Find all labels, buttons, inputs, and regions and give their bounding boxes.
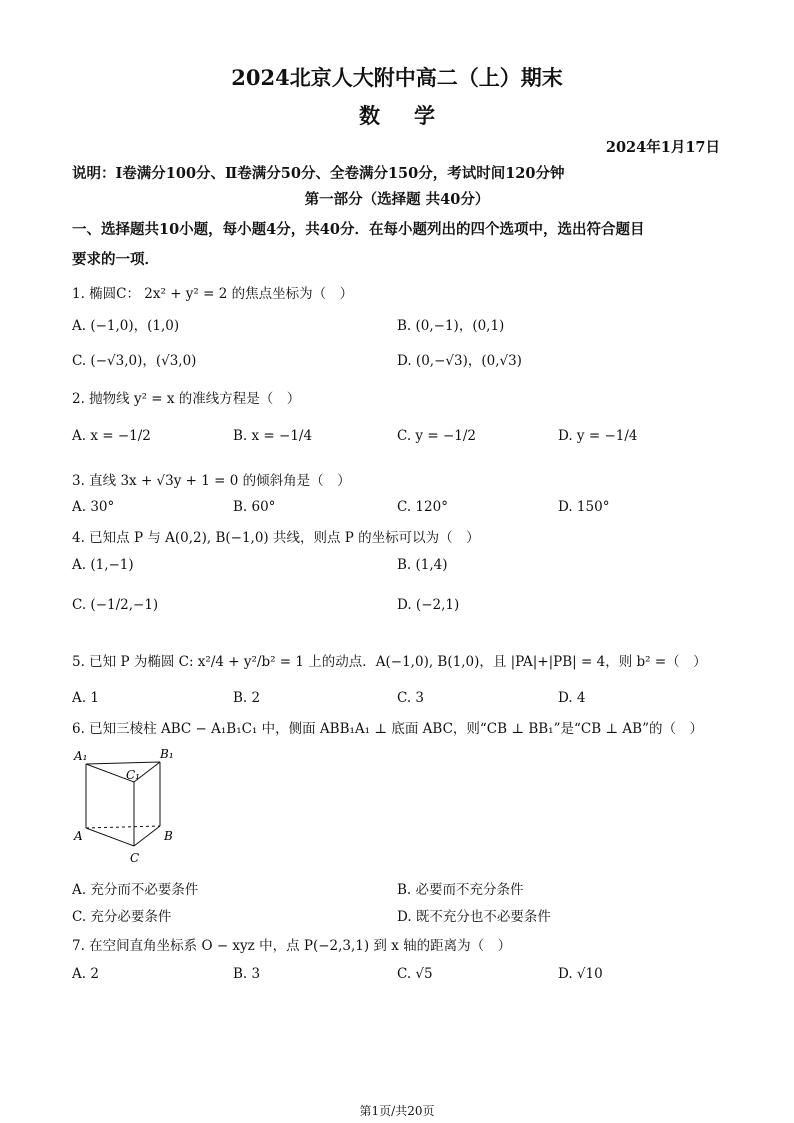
question-5-option-d: D. 4 (558, 690, 586, 706)
question-3-option-c: C. 120° (397, 499, 448, 515)
question-3-option-b: B. 60° (233, 499, 276, 515)
question-2-option-a: A. x = −1/2 (72, 428, 151, 444)
edge-a-c (86, 828, 134, 846)
question-6-stem: 6. 已知三棱柱 ABC − A₁B₁C₁ 中，侧面 ABB₁A₁ ⊥ 底面 ABC，则“CB ⊥ BB₁”是“CB ⊥ AB”的（ ） (72, 721, 703, 737)
question-6-option-c: C. 充分必要条件 (72, 909, 172, 925)
question-1-option-d: D. (0,−√3)，(0,√3) (397, 353, 522, 369)
page-footer: 第1页/共20页 (359, 1104, 435, 1118)
section-heading-line2: 要求的一项． (72, 251, 159, 268)
label-a: A (74, 829, 83, 843)
question-4-option-c: C. (−1/2,−1) (72, 597, 159, 613)
label-b: B (164, 829, 173, 843)
section-heading-line1: 一、选择题共10小题，每小题4分，共40分．在每小题列出的四个选项中，选出符合题目 (72, 221, 645, 238)
question-2-option-b: B. x = −1/4 (233, 428, 313, 444)
question-2-option-c: C. y = −1/2 (397, 428, 476, 444)
subject-title: 数学 (359, 103, 469, 128)
label-a1: A₁ (74, 749, 88, 763)
question-4-option-a: A. (1,−1) (72, 557, 134, 573)
question-2-option-d: D. y = −1/4 (558, 428, 638, 444)
question-7-option-a: A. 2 (72, 966, 99, 982)
question-5-option-b: B. 2 (233, 690, 261, 706)
label-c1: C₁ (126, 768, 140, 782)
question-3-stem: 3. 直线 3x + √3y + 1 = 0 的倾斜角是（ ） (72, 473, 351, 489)
question-7-option-c: C. √5 (397, 966, 433, 982)
prism-figure (68, 742, 188, 870)
question-1-stem: 1. 椭圆C： 2x² + y² = 2 的焦点坐标为（ ） (72, 286, 354, 302)
exam-date: 2024年1月17日 (605, 139, 720, 156)
question-5-option-c: C. 3 (397, 690, 425, 706)
question-5-stem: 5. 已知 P 为椭圆 C: x²/4 + y²/b² = 1 上的动点．A(−1,0), B(1,0)，且 |PA|+|PB| = 4，则 b² =（ ） (72, 654, 707, 670)
question-1-option-c: C. (−√3,0)，(√3,0) (72, 353, 197, 369)
question-1-option-a: A. (−1,0)，(1,0) (72, 318, 180, 334)
edge-c-b (134, 826, 160, 846)
edge-a-b-hidden (86, 826, 160, 828)
question-4-option-b: B. (1,4) (397, 557, 448, 573)
question-7-option-b: B. 3 (233, 966, 261, 982)
question-4-option-d: D. (−2,1) (397, 597, 460, 613)
question-6-option-a: A. 充分而不必要条件 (72, 882, 199, 898)
question-6-option-b: B. 必要而不充分条件 (397, 882, 524, 898)
question-7-stem: 7. 在空间直角坐标系 O − xyz 中，点 P(−2,3,1) 到 x 轴的距离为（ ） (72, 938, 512, 954)
edge-a1-b1 (86, 762, 160, 764)
question-4-stem: 4. 已知点 P 与 A(0,2), B(−1,0) 共线，则点 P 的坐标可以为（ ） (72, 530, 480, 546)
question-3-option-a: A. 30° (72, 499, 115, 515)
label-b1: B₁ (160, 747, 174, 761)
question-3-option-d: D. 150° (558, 499, 610, 515)
part-heading: 第一部分（选择题 共40分） (304, 191, 490, 208)
question-1-option-b: B. (0,−1)，(0,1) (397, 318, 505, 334)
label-c: C (130, 851, 140, 865)
question-5-option-a: A. 1 (72, 690, 99, 706)
exam-note: 说明：Ⅰ卷满分100分、Ⅱ卷满分50分、全卷满分150分，考试时间120分钟 (72, 165, 565, 182)
page-title: 2024北京人大附中高二（上）期末 (231, 65, 563, 90)
question-7-option-d: D. √10 (558, 966, 603, 982)
question-6-option-d: D. 既不充分也不必要条件 (397, 909, 551, 925)
question-2-stem: 2. 抛物线 y² = x 的准线方程是（ ） (72, 391, 301, 407)
